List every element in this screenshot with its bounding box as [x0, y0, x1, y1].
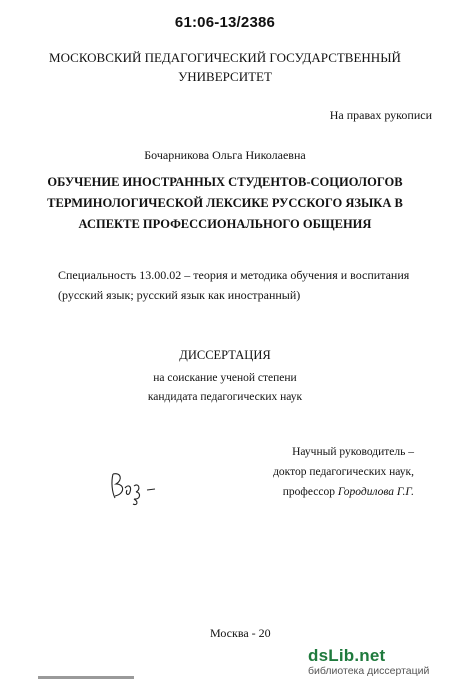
institution-name — [0, 48, 450, 86]
page-bottom-artifact — [38, 676, 134, 679]
specialty-text: Специальность 13.00.02 – теория и методика обучения и воспитания (русский язык; русский язык как иностранный) — [58, 268, 410, 302]
supervisor-name: Городилова Г.Г. — [337, 486, 414, 498]
supervisor-line-3 — [273, 482, 414, 502]
supervisor-line-1: Научный руководитель – — [292, 446, 414, 458]
dslib-watermark — [308, 646, 448, 677]
institution-line-1: МОСКОВСКИЙ ПЕДАГОГИЧЕСКИЙ ГОСУДАРСТВЕННЫЙ — [49, 50, 401, 65]
degree-line-2: кандидата педагогических наук — [147, 391, 303, 403]
degree-line-1: на соискание ученой степени — [153, 372, 297, 384]
supervisor-title: профессор — [282, 486, 338, 498]
watermark-tagline: библиотека диссертаций — [308, 665, 430, 677]
dissertation-heading: ДИССЕРТАЦИЯ — [179, 348, 271, 362]
title-line-3: АСПЕКТЕ ПРОФЕССИОНАЛЬНОГО ОБЩЕНИЯ — [78, 217, 372, 231]
supervisor-line-2: доктор педагогических наук, — [273, 466, 414, 478]
title-line-1: ОБУЧЕНИЕ ИНОСТРАННЫХ СТУДЕНТОВ-СОЦИОЛОГОВ — [47, 175, 403, 189]
city-year: Москва - 20 — [210, 626, 271, 640]
institution-line-2: УНИВЕРСИТЕТ — [178, 69, 272, 84]
handwritten-signature — [103, 462, 163, 506]
dissertation-title — [0, 172, 450, 235]
archive-code: 61:06-13/2386 — [174, 14, 276, 31]
rights-notice: На правах рукописи — [329, 108, 432, 122]
supervisor-block — [273, 442, 414, 502]
title-line-2: ТЕРМИНОЛОГИЧЕСКОЙ ЛЕКСИКЕ РУССКОГО ЯЗЫКА В — [47, 196, 403, 210]
watermark-brand: dsLib.net — [308, 646, 386, 665]
author-name: Бочарникова Ольга Николаевна — [144, 148, 306, 162]
degree-text — [0, 369, 450, 407]
